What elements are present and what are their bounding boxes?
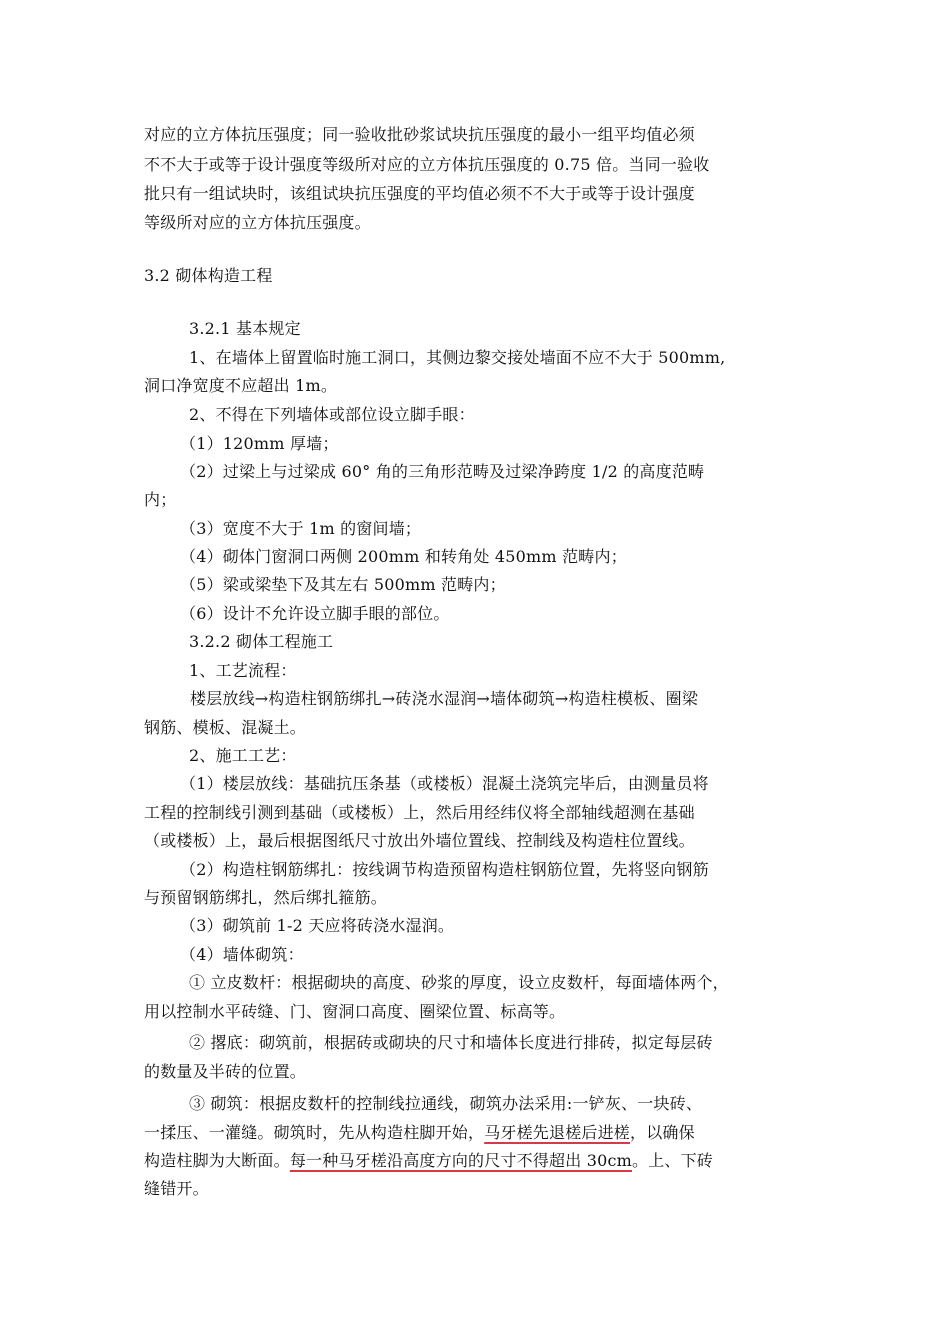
text-run: 一揉压、一灌缝。砌筑时，先从构造柱脚开始，	[144, 1123, 485, 1142]
paragraph-line: ① 立皮数杆：根据砌块的高度、砂浆的厚度，设立皮数杆，每面墙体两个，	[189, 973, 729, 992]
paragraph-line: 对应的立方体抗压强度；同一验收批砂浆试块抗压强度的最小一组平均值必须	[144, 125, 695, 144]
paragraph-line: 与预留钢筋绑扎，然后绑扎箍筋。	[144, 888, 388, 907]
paragraph-line: （4）墙体砌筑：	[180, 945, 304, 964]
paragraph-line: 1、在墙体上留置临时施工洞口，其侧边黎交接处墙面不应不大于 500mm,	[189, 348, 726, 367]
underlined-text: 马牙槎先退槎后进槎	[484, 1123, 631, 1142]
list-item: （5）梁或梁垫下及其左右 500mm 范畴内；	[180, 575, 506, 594]
paragraph-line	[144, 1151, 713, 1171]
list-item: （4）砌体门窗洞口两侧 200mm 和转角处 450mm 范畴内；	[180, 547, 627, 566]
paragraph-line: 用以控制水平砖缝、门、窗洞口高度、圈梁位置、标高等。	[144, 1002, 566, 1021]
paragraph-line: 洞口净宽度不应超出 1m。	[144, 376, 338, 395]
list-item-continuation: 内；	[144, 490, 177, 509]
paragraph-line: 的数量及半砖的位置。	[144, 1062, 307, 1081]
paragraph-line: 2、不得在下列墙体或部位设立脚手眼：	[189, 405, 475, 424]
text-run: 构造柱脚为大断面。	[144, 1151, 290, 1170]
paragraph-line: ② 撂底：砌筑前，根据砖或砌块的尺寸和墙体长度进行排砖，拟定每层砖	[189, 1033, 713, 1052]
list-item: （2）过梁上与过梁成 60° 角的三角形范畴及过梁净跨度 1/2 的高度范畴	[180, 462, 705, 481]
list-item: （1）120mm 厚墙；	[180, 434, 339, 453]
subsection-heading: 3.2.2 砌体工程施工	[189, 632, 334, 651]
paragraph-line: （2）构造柱钢筋绑扎：按线调节构造预留构造柱钢筋位置，先将竖向钢筋	[180, 860, 709, 879]
list-item: （6）设计不允许设立脚手眼的部位。	[180, 604, 450, 623]
paragraph-line: 2、施工工艺：	[189, 746, 297, 765]
paragraph-line: ③ 砌筑：根据皮数杆的控制线拉通线，砌筑办法采用:一铲灰、一块砖、	[189, 1094, 703, 1113]
section-heading: 3.2 砌体构造工程	[144, 266, 273, 285]
paragraph-line: 不不大于或等于设计强度等级所对应的立方体抗压强度的 0.75 倍。当同一验收	[144, 155, 710, 174]
list-item: （3）宽度不大于 1m 的窗间墙；	[180, 519, 422, 538]
paragraph-line: （3）砌筑前 1-2 天应将砖浇水湿润。	[180, 916, 455, 935]
paragraph-line: 钢筋、模板、混凝土。	[144, 718, 307, 737]
paragraph-line: 批只有一组试块时，该组试块抗压强度的平均值必须不不大于或等于设计强度	[144, 184, 695, 203]
paragraph-line: 楼层放线→构造柱钢筋绑扎→砖浇水湿润→墙体砌筑→构造柱模板、圈梁	[190, 689, 699, 708]
underlined-text: 每一种马牙槎沿高度方向的尺寸不得超出 30cm	[289, 1151, 632, 1170]
paragraph-line: （或楼板）上，最后根据图纸尺寸放出外墙位置线、控制线及构造柱位置线。	[144, 831, 695, 850]
text-run: 。上、下砖	[632, 1151, 714, 1170]
paragraph-line: 1、工艺流程：	[189, 661, 297, 680]
paragraph-line: 等级所对应的立方体抗压强度。	[144, 213, 371, 232]
paragraph-line: 工程的控制线引测到基础（或楼板）上，然后用经纬仪将全部轴线超测在基础	[144, 803, 695, 822]
subsection-heading: 3.2.1 基本规定	[189, 319, 301, 338]
paragraph-line	[144, 1123, 695, 1143]
paragraph-line: （1）楼层放线：基础抗压条基（或楼板）混凝土浇筑完毕后，由测量员将	[180, 774, 709, 793]
paragraph-line: 缝错开。	[144, 1179, 209, 1198]
text-run: ，以确保	[630, 1123, 695, 1142]
